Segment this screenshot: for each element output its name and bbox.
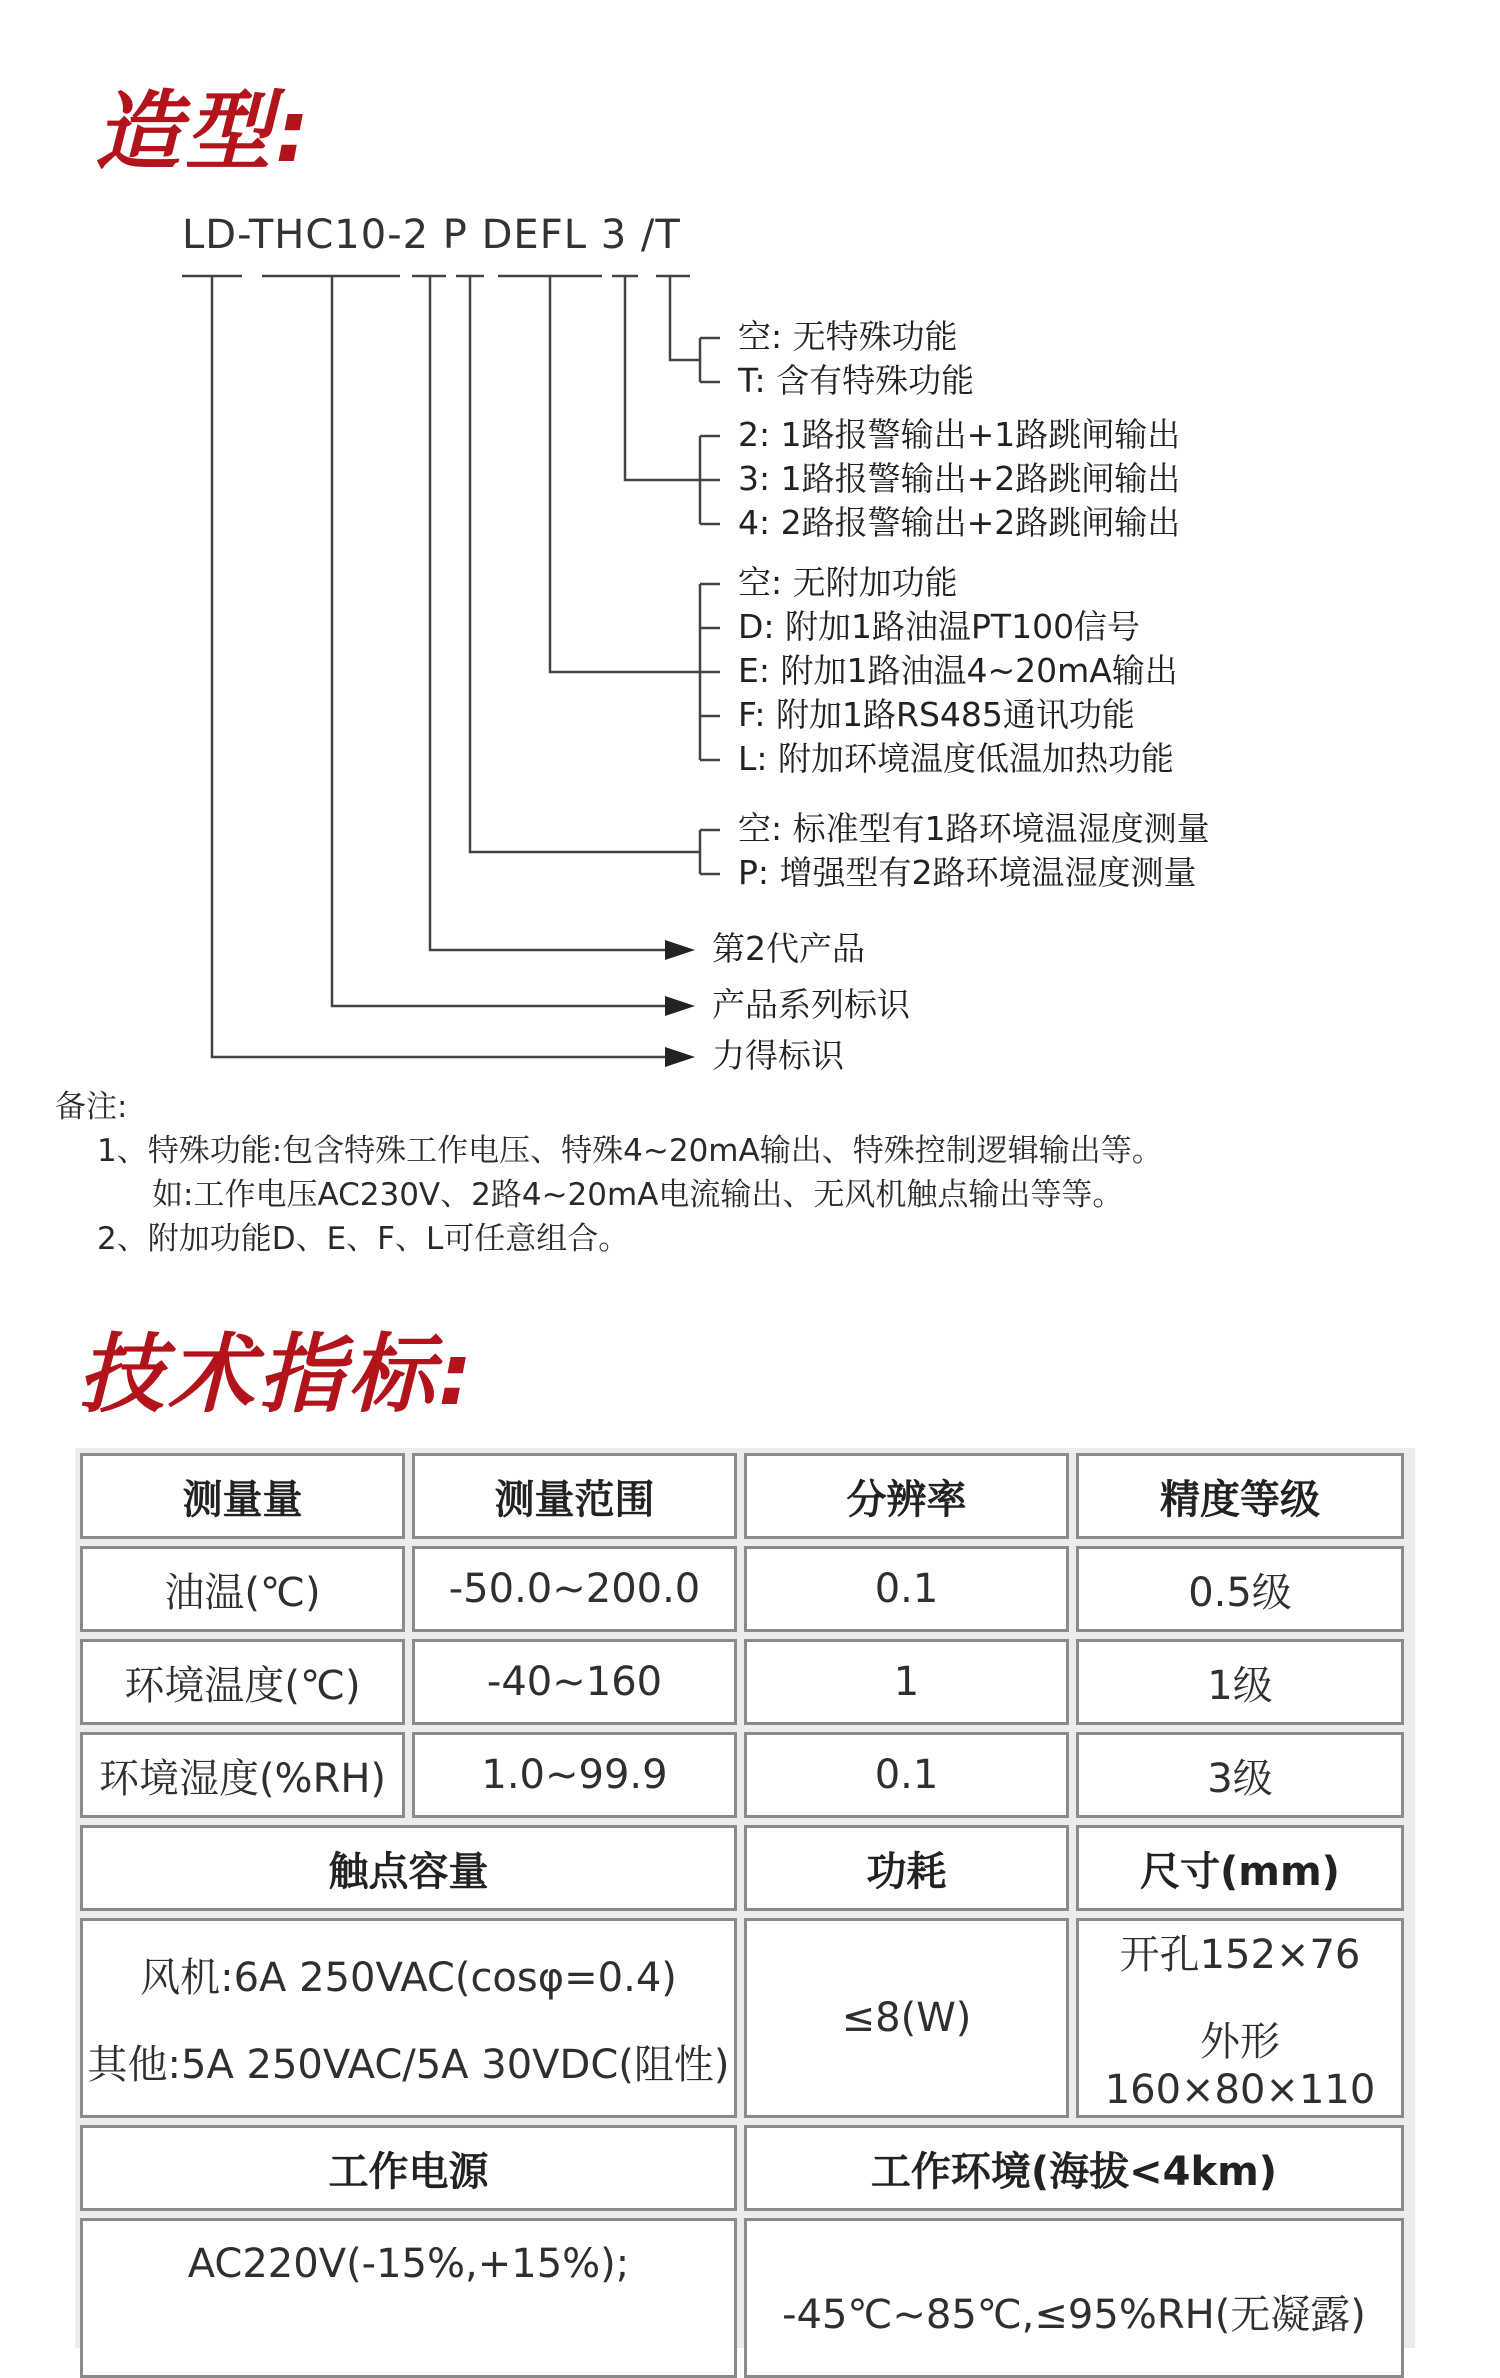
note-2: 2、附加功能D、E、F、L可任意组合。 [97, 1221, 630, 1257]
arrow-label-series: 产品系列标识 [712, 985, 910, 1024]
table-header-power: 功耗 [744, 1825, 1069, 1911]
option-relay-2: 2: 1路报警输出+1路跳闸输出 [738, 415, 1181, 454]
table-cell: 油温(℃) [80, 1546, 405, 1632]
table-cell: 0.1 [744, 1732, 1069, 1818]
notes-label: 备注: [55, 1089, 128, 1125]
table-header-resolution: 分辨率 [744, 1453, 1069, 1539]
power-cell: ≤8(W) [744, 1918, 1069, 2118]
option-addon-d: D: 附加1路油温PT100信号 [738, 607, 1141, 646]
section-title-model: 造型: [95, 82, 314, 182]
table-header-quantity: 测量量 [80, 1453, 405, 1539]
table-cell: -50.0~200.0 [412, 1546, 737, 1632]
table-header-environment: 工作环境(海拔<4km) [744, 2125, 1404, 2211]
table-cell: -40~160 [412, 1639, 737, 1725]
contact-capacity-cell [80, 1918, 737, 2118]
contact-fan: 风机:6A 250VAC(cosφ=0.4) [140, 1955, 677, 2001]
table-cell: 0.1 [744, 1546, 1069, 1632]
size-outline: 外形160×80×110 [1104, 2019, 1376, 2113]
option-relay-3: 3: 1路报警输出+2路跳闸输出 [738, 459, 1181, 498]
option-relay-4: 4: 2路报警输出+2路跳闸输出 [738, 503, 1181, 542]
table-header-size: 尺寸(mm) [1076, 1825, 1404, 1911]
table-cell: 环境湿度(%RH) [80, 1732, 405, 1818]
table-header-range: 测量范围 [412, 1453, 737, 1539]
option-addon-f: F: 附加1路RS485通讯功能 [738, 695, 1135, 734]
note-1: 1、特殊功能:包含特殊工作电压、特殊4~20mA输出、特殊控制逻辑输出等。 [97, 1133, 1163, 1169]
option-type-enhanced: P: 增强型有2路环境温湿度测量 [738, 853, 1197, 892]
notes [55, 1085, 1163, 1261]
table-cell: 环境温度(℃) [80, 1639, 405, 1725]
supply-cell: AC220V(-15%,+15%); [80, 2218, 737, 2378]
model-code: LD-THC10-2 P DEFL 3 /T [182, 212, 681, 258]
table-cell: 1.0~99.9 [412, 1732, 737, 1818]
spec-table [75, 1448, 1415, 2348]
option-type-standard: 空: 标准型有1路环境温湿度测量 [738, 809, 1210, 848]
table-header-supply: 工作电源 [80, 2125, 737, 2211]
model-code-diagram [0, 0, 1500, 1090]
size-cell [1076, 1918, 1404, 2118]
option-addon-l: L: 附加环境温度低温加热功能 [738, 739, 1174, 778]
arrow-label-generation: 第2代产品 [712, 929, 865, 968]
option-special-none: 空: 无特殊功能 [738, 317, 958, 356]
section-title-spec: 技术指标: [78, 1325, 477, 1425]
option-addon-none: 空: 无附加功能 [738, 563, 958, 602]
size-cutout: 开孔152×76 [1119, 1932, 1361, 1978]
table-cell: 0.5级 [1076, 1546, 1404, 1632]
note-1-example: 如:工作电压AC230V、2路4~20mA电流输出、无风机触点输出等等。 [152, 1177, 1124, 1213]
table-header-contact: 触点容量 [80, 1825, 737, 1911]
environment-cell: -45℃~85℃,≤95%RH(无凝露) [744, 2218, 1404, 2378]
table-cell: 1 [744, 1639, 1069, 1725]
option-special-t: T: 含有特殊功能 [738, 361, 975, 400]
table-cell: 1级 [1076, 1639, 1404, 1725]
arrow-label-brand: 力得标识 [712, 1036, 844, 1075]
option-addon-e: E: 附加1路油温4~20mA输出 [738, 651, 1178, 690]
table-cell: 3级 [1076, 1732, 1404, 1818]
table-header-accuracy: 精度等级 [1076, 1453, 1404, 1539]
contact-other: 其他:5A 250VAC/5A 30VDC(阻性) [87, 2042, 730, 2088]
